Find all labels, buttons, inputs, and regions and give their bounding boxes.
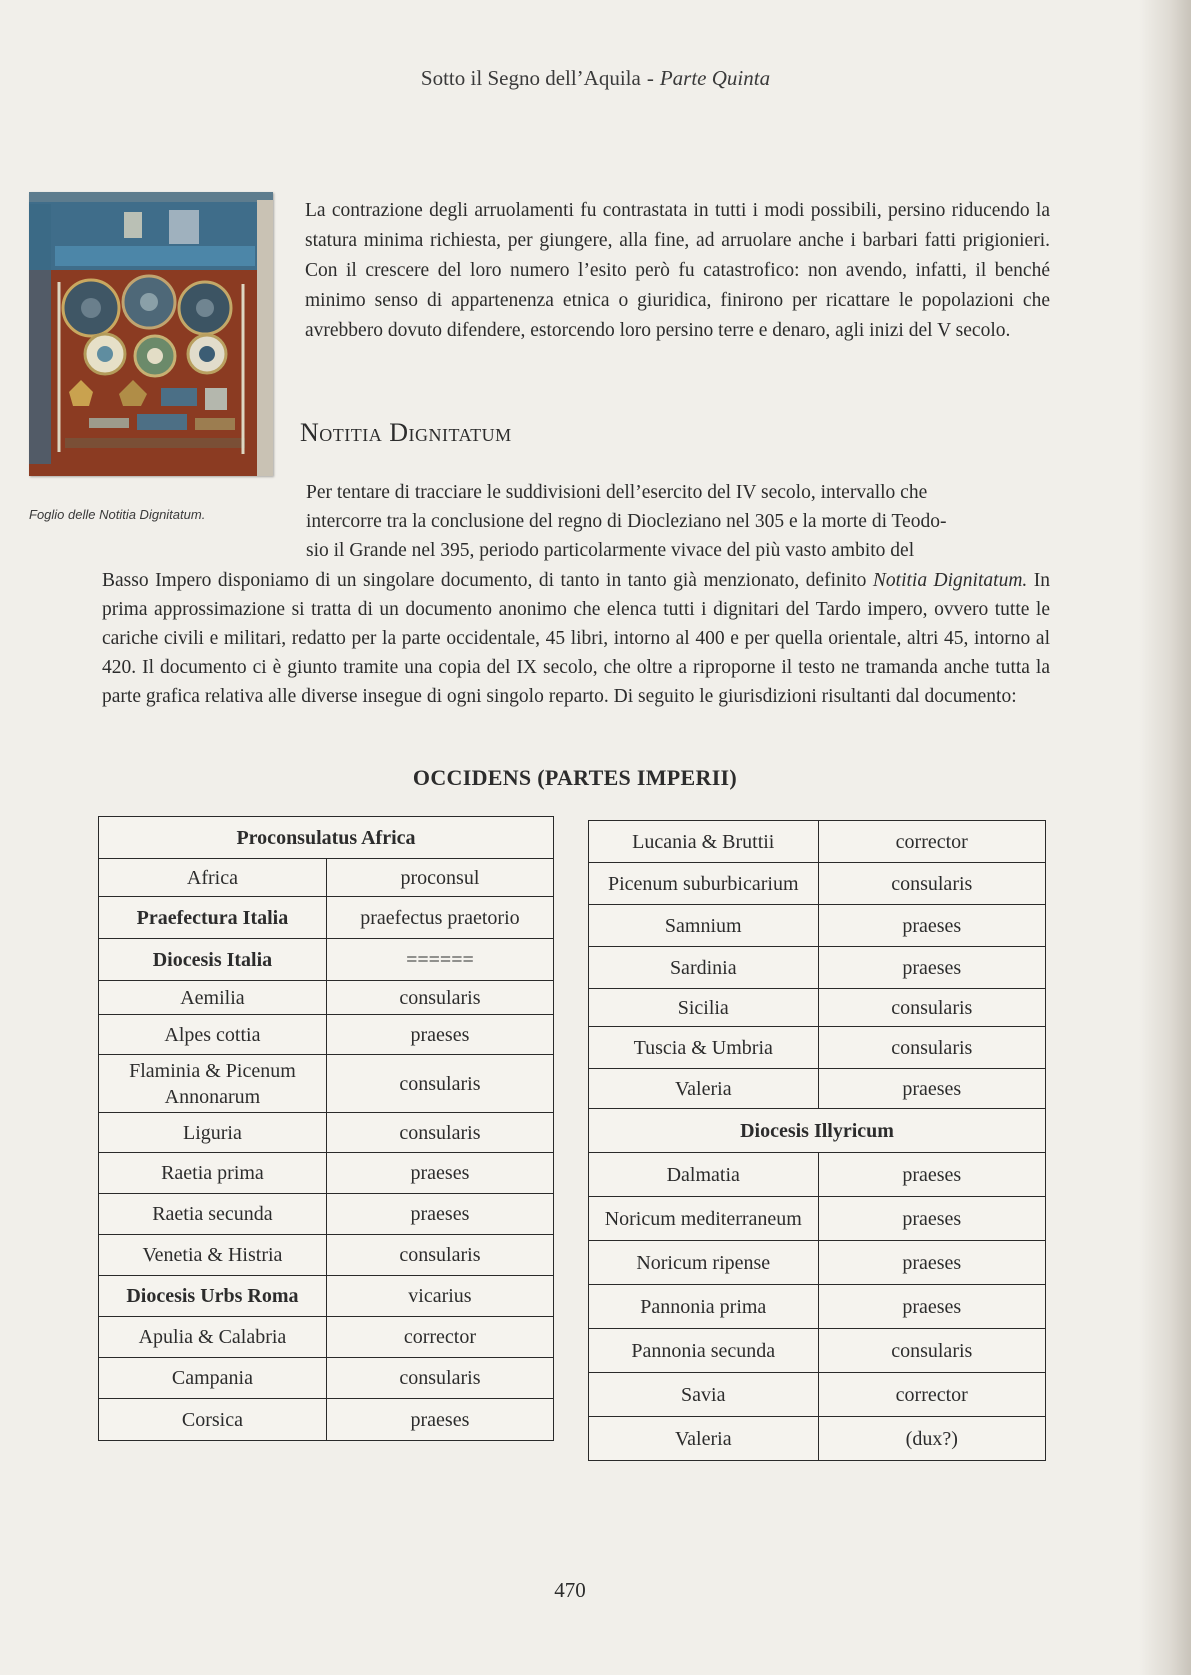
province-cell: Savia — [589, 1373, 819, 1417]
table-heading: OCCIDENS (PARTES IMPERII) — [412, 765, 738, 790]
table-row — [589, 863, 1046, 905]
province-cell: Sicilia — [589, 989, 819, 1027]
office-cell: corrector — [818, 1373, 1045, 1417]
office-cell: praeses — [326, 1399, 553, 1441]
section-title: Notitia Dignitatum — [300, 418, 512, 447]
page-edge-shadow — [1139, 0, 1191, 1675]
province-cell: Lucania & Bruttii — [589, 821, 819, 863]
office-cell: praeses — [818, 1197, 1045, 1241]
table-row — [99, 1194, 554, 1235]
province-cell: Raetia prima — [99, 1153, 327, 1194]
province-cell: Picenum suburbicarium — [589, 863, 819, 905]
illustration-art — [29, 192, 273, 476]
table-row — [99, 939, 554, 981]
table-row — [99, 1358, 554, 1399]
table-row — [99, 1317, 554, 1358]
office-cell: praeses — [818, 1153, 1045, 1197]
office-cell: consularis — [326, 981, 553, 1015]
table-row — [589, 1417, 1046, 1461]
body-text-before-italic: Basso Impero disponiamo di un singolare documento, di tanto in tanto già menzionato, definito — [102, 569, 873, 591]
office-cell: praeses — [326, 1153, 553, 1194]
province-cell: Apulia & Calabria — [99, 1317, 327, 1358]
table-row — [99, 859, 554, 897]
left-table-header: Proconsulatus Africa — [99, 817, 554, 859]
table-row — [99, 1235, 554, 1276]
table-row — [589, 821, 1046, 863]
office-cell: consularis — [326, 1235, 553, 1276]
right-jurisdiction-table — [588, 820, 1046, 1461]
office-cell: proconsul — [326, 859, 553, 897]
office-cell: consularis — [818, 1027, 1045, 1069]
office-cell: consularis — [818, 863, 1045, 905]
body-line-3: sio il Grande nel 395, periodo particolarmente vivace del più vasto ambito del — [306, 540, 915, 562]
province-cell: Noricum mediterraneum — [589, 1197, 819, 1241]
intro-paragraph: La contrazione degli arruolamenti fu contrastata in tutti i modi possibili, persino riducendo la statura minima richiesta, per giungere, alla fine, ad arruolare anche i barbari fatti prigionieri. Con il crescere del loro numero l’esito però fu catastrofico: non avendo, infatti, il benché minimo senso di appartenenza etnica o giuridica, finirono per ricattare le popolazioni che avrebbero dovuto difendere, estorcendo loro persino terre e denaro, agli inizi del V secolo. — [305, 200, 1050, 341]
office-cell: praeses — [818, 905, 1045, 947]
diocesis-illyricum-header: Diocesis Illyricum — [589, 1109, 1046, 1153]
body-text-after-italic: In prima approssimazione si tratta di un documento anonimo che elenca tutti i dignitari del Tardo impero, ovvero tutte le cariche civili e militari, redatto per la parte occidentale, 45 libri, intorno al 400 e per quella orientale, altri 45, intorno al 420. Il documento ci è giunto tramite una copia del IX secolo, che oltre a riproporne il testo ne tramanda anche tutta la parte grafica relativa alle diverse insegue di ogni singolo reparto. Di seguito le giurisdizioni risultanti dal documento: — [102, 569, 1051, 708]
body-line-2: intercorre tra la conclusione del regno di Diocleziano nel 305 e la morte di Teodo- — [306, 511, 947, 533]
office-cell: praeses — [818, 1285, 1045, 1329]
table-row — [589, 1373, 1046, 1417]
province-cell: Noricum ripense — [589, 1241, 819, 1285]
province-cell: Africa — [99, 859, 327, 897]
province-cell: Pannonia secunda — [589, 1329, 819, 1373]
office-cell: consularis — [326, 1055, 553, 1113]
province-cell: Dalmatia — [589, 1153, 819, 1197]
table-row — [589, 989, 1046, 1027]
table-row — [589, 1197, 1046, 1241]
province-cell: Venetia & Histria — [99, 1235, 327, 1276]
page-number: 470 — [554, 1578, 586, 1602]
table-row — [589, 1153, 1046, 1197]
province-cell: Flaminia & Picenum Annonarum — [99, 1055, 327, 1113]
table-row — [589, 1329, 1046, 1373]
table-subheader-row — [589, 1109, 1046, 1153]
header-separator: - — [646, 66, 654, 90]
province-cell: Valeria — [589, 1417, 819, 1461]
province-cell: Campania — [99, 1358, 327, 1399]
office-cell: praefectus praetorio — [326, 897, 553, 939]
province-cell: Valeria — [589, 1069, 819, 1109]
office-cell: vicarius — [326, 1276, 553, 1317]
table-row — [99, 1276, 554, 1317]
body-italic-title: Notitia Dignitatum. — [872, 569, 1028, 591]
table-row — [589, 905, 1046, 947]
office-cell: (dux?) — [818, 1417, 1045, 1461]
office-cell: consularis — [326, 1113, 553, 1153]
table-row — [589, 1027, 1046, 1069]
body-line-1: Per tentare di tracciare le suddivisioni dell’esercito del IV secolo, intervallo che — [306, 482, 928, 503]
office-cell: ====== — [326, 939, 553, 981]
province-cell: Corsica — [99, 1399, 327, 1441]
office-cell: corrector — [818, 821, 1045, 863]
office-cell: consularis — [818, 989, 1045, 1027]
table-row — [99, 1055, 554, 1113]
office-cell: praeses — [818, 1241, 1045, 1285]
province-cell: Sardinia — [589, 947, 819, 989]
province-cell: Raetia secunda — [99, 1194, 327, 1235]
table-row — [589, 1241, 1046, 1285]
province-cell: Liguria — [99, 1113, 327, 1153]
body-paragraph — [102, 478, 1050, 712]
table-row — [99, 897, 554, 939]
table-row — [99, 981, 554, 1015]
table-row — [589, 947, 1046, 989]
table-row — [589, 1069, 1046, 1109]
table-header-row — [99, 817, 554, 859]
office-cell: consularis — [818, 1329, 1045, 1373]
table-row — [99, 1153, 554, 1194]
province-cell: Diocesis Urbs Roma — [99, 1276, 327, 1317]
province-cell: Diocesis Italia — [99, 939, 327, 981]
province-cell: Praefectura Italia — [99, 897, 327, 939]
figure-caption: Foglio delle Notitia Dignitatum. — [29, 507, 206, 522]
part-title: Parte Quinta — [659, 66, 771, 90]
office-cell: corrector — [326, 1317, 553, 1358]
office-cell: consularis — [326, 1358, 553, 1399]
office-cell: praeses — [326, 1015, 553, 1055]
table-row — [99, 1015, 554, 1055]
table-row — [589, 1285, 1046, 1329]
table-row — [99, 1113, 554, 1153]
province-cell: Aemilia — [99, 981, 327, 1015]
running-header — [0, 66, 1191, 91]
province-cell: Pannonia prima — [589, 1285, 819, 1329]
table-row — [99, 1399, 554, 1441]
province-cell: Samnium — [589, 905, 819, 947]
notitia-illustration — [29, 192, 273, 476]
province-cell: Tuscia & Umbria — [589, 1027, 819, 1069]
office-cell: praeses — [326, 1194, 553, 1235]
office-cell: praeses — [818, 1069, 1045, 1109]
left-jurisdiction-table — [98, 816, 554, 1441]
book-title: Sotto il Segno dell’Aquila — [420, 66, 641, 90]
province-cell: Alpes cottia — [99, 1015, 327, 1055]
office-cell: praeses — [818, 947, 1045, 989]
